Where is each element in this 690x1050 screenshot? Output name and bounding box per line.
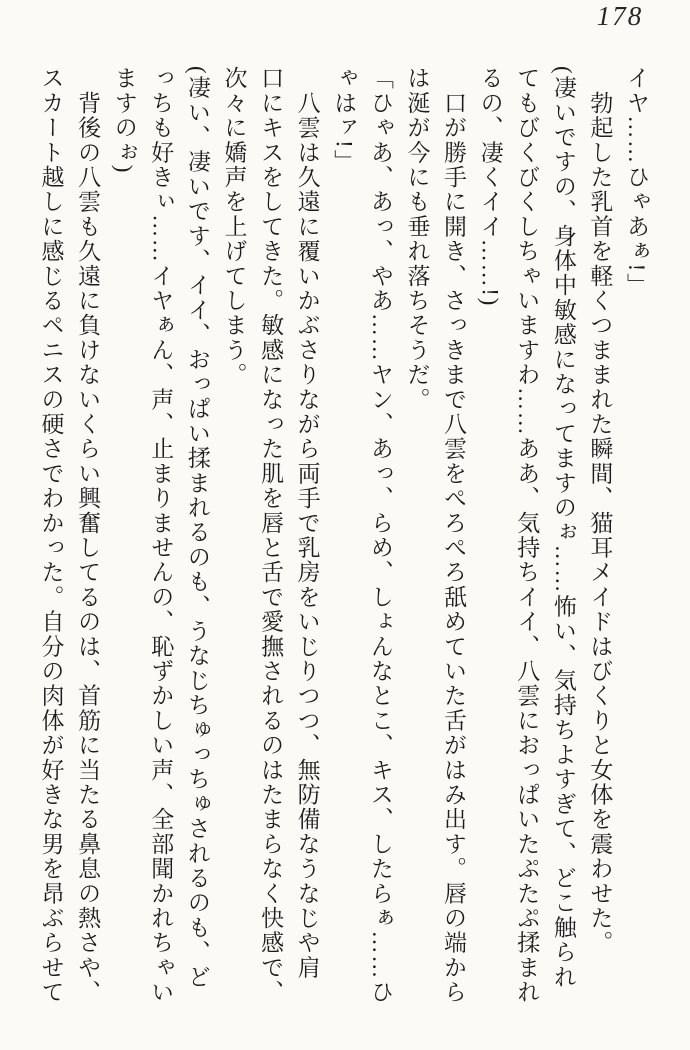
text-line: 「ひゃあ、あっ、やあ……ヤン、あっ、らめ、しょんなとこ、キス、したらぁ……ひ	[367, 66, 393, 1005]
text-line: イヤ……ひゃあぁ!」	[624, 66, 649, 298]
text-line: 口が勝手に開き、さっきまで八雲をぺろぺろ舐めていた舌がはみ出す。唇の端から	[441, 66, 467, 1005]
text-line: 勃起した乳首を軽くつままれた瞬間、猫耳メイドはびくりと女体を震わせた。	[587, 66, 613, 956]
page-number: 178	[596, 1, 644, 31]
text-line: 背後の八雲も久遠に負けないくらい興奮してるのは、首筋に当たる鼻息の熱さや、	[75, 66, 101, 1005]
text-line: 口にキスをしてきた。敏感になった肌を唇と舌で愛撫されるのはたまらなく快感で、	[258, 66, 284, 1005]
text-line: (凄い、凄いです、イイ、おっぱい揉まれるのも、うなじちゅっちゅされるのも、ど	[184, 66, 210, 990]
text-line: ますのぉ)	[111, 66, 137, 175]
text-line: (凄いですの、身体中敏感になってますのぉ……怖い、気持ちよすぎて、どこ触られ	[550, 66, 576, 990]
text-line: てもびくびくしちゃいますわ……ああ、気持ちイイ、八雲におっぱいたぷたぷ揉まれ	[514, 66, 540, 1005]
text-line: 次々に嬌声を上げてしまう。	[221, 66, 247, 388]
text-line: ゃはァ!」	[331, 66, 357, 175]
text-line: るの、凄くイイ……!)	[477, 66, 503, 308]
text-line: 八雲は久遠に覆いかぶさりながら両手で乳房をいじりつつ、無防備なうなじや肩	[294, 66, 320, 980]
text-line: っちも好きぃ……イヤぁん、声、止まりませんの、恥ずかしい声、全部聞かれちゃい	[148, 66, 174, 1005]
text-line: スカート越しに感じるペニスの硬さでわかった。自分の肉体が好きな男を昂ぶらせて	[38, 66, 64, 1005]
text-line: は涎が今にも垂れ落ちそうだ。	[404, 66, 430, 412]
text-area	[32, 66, 654, 1012]
